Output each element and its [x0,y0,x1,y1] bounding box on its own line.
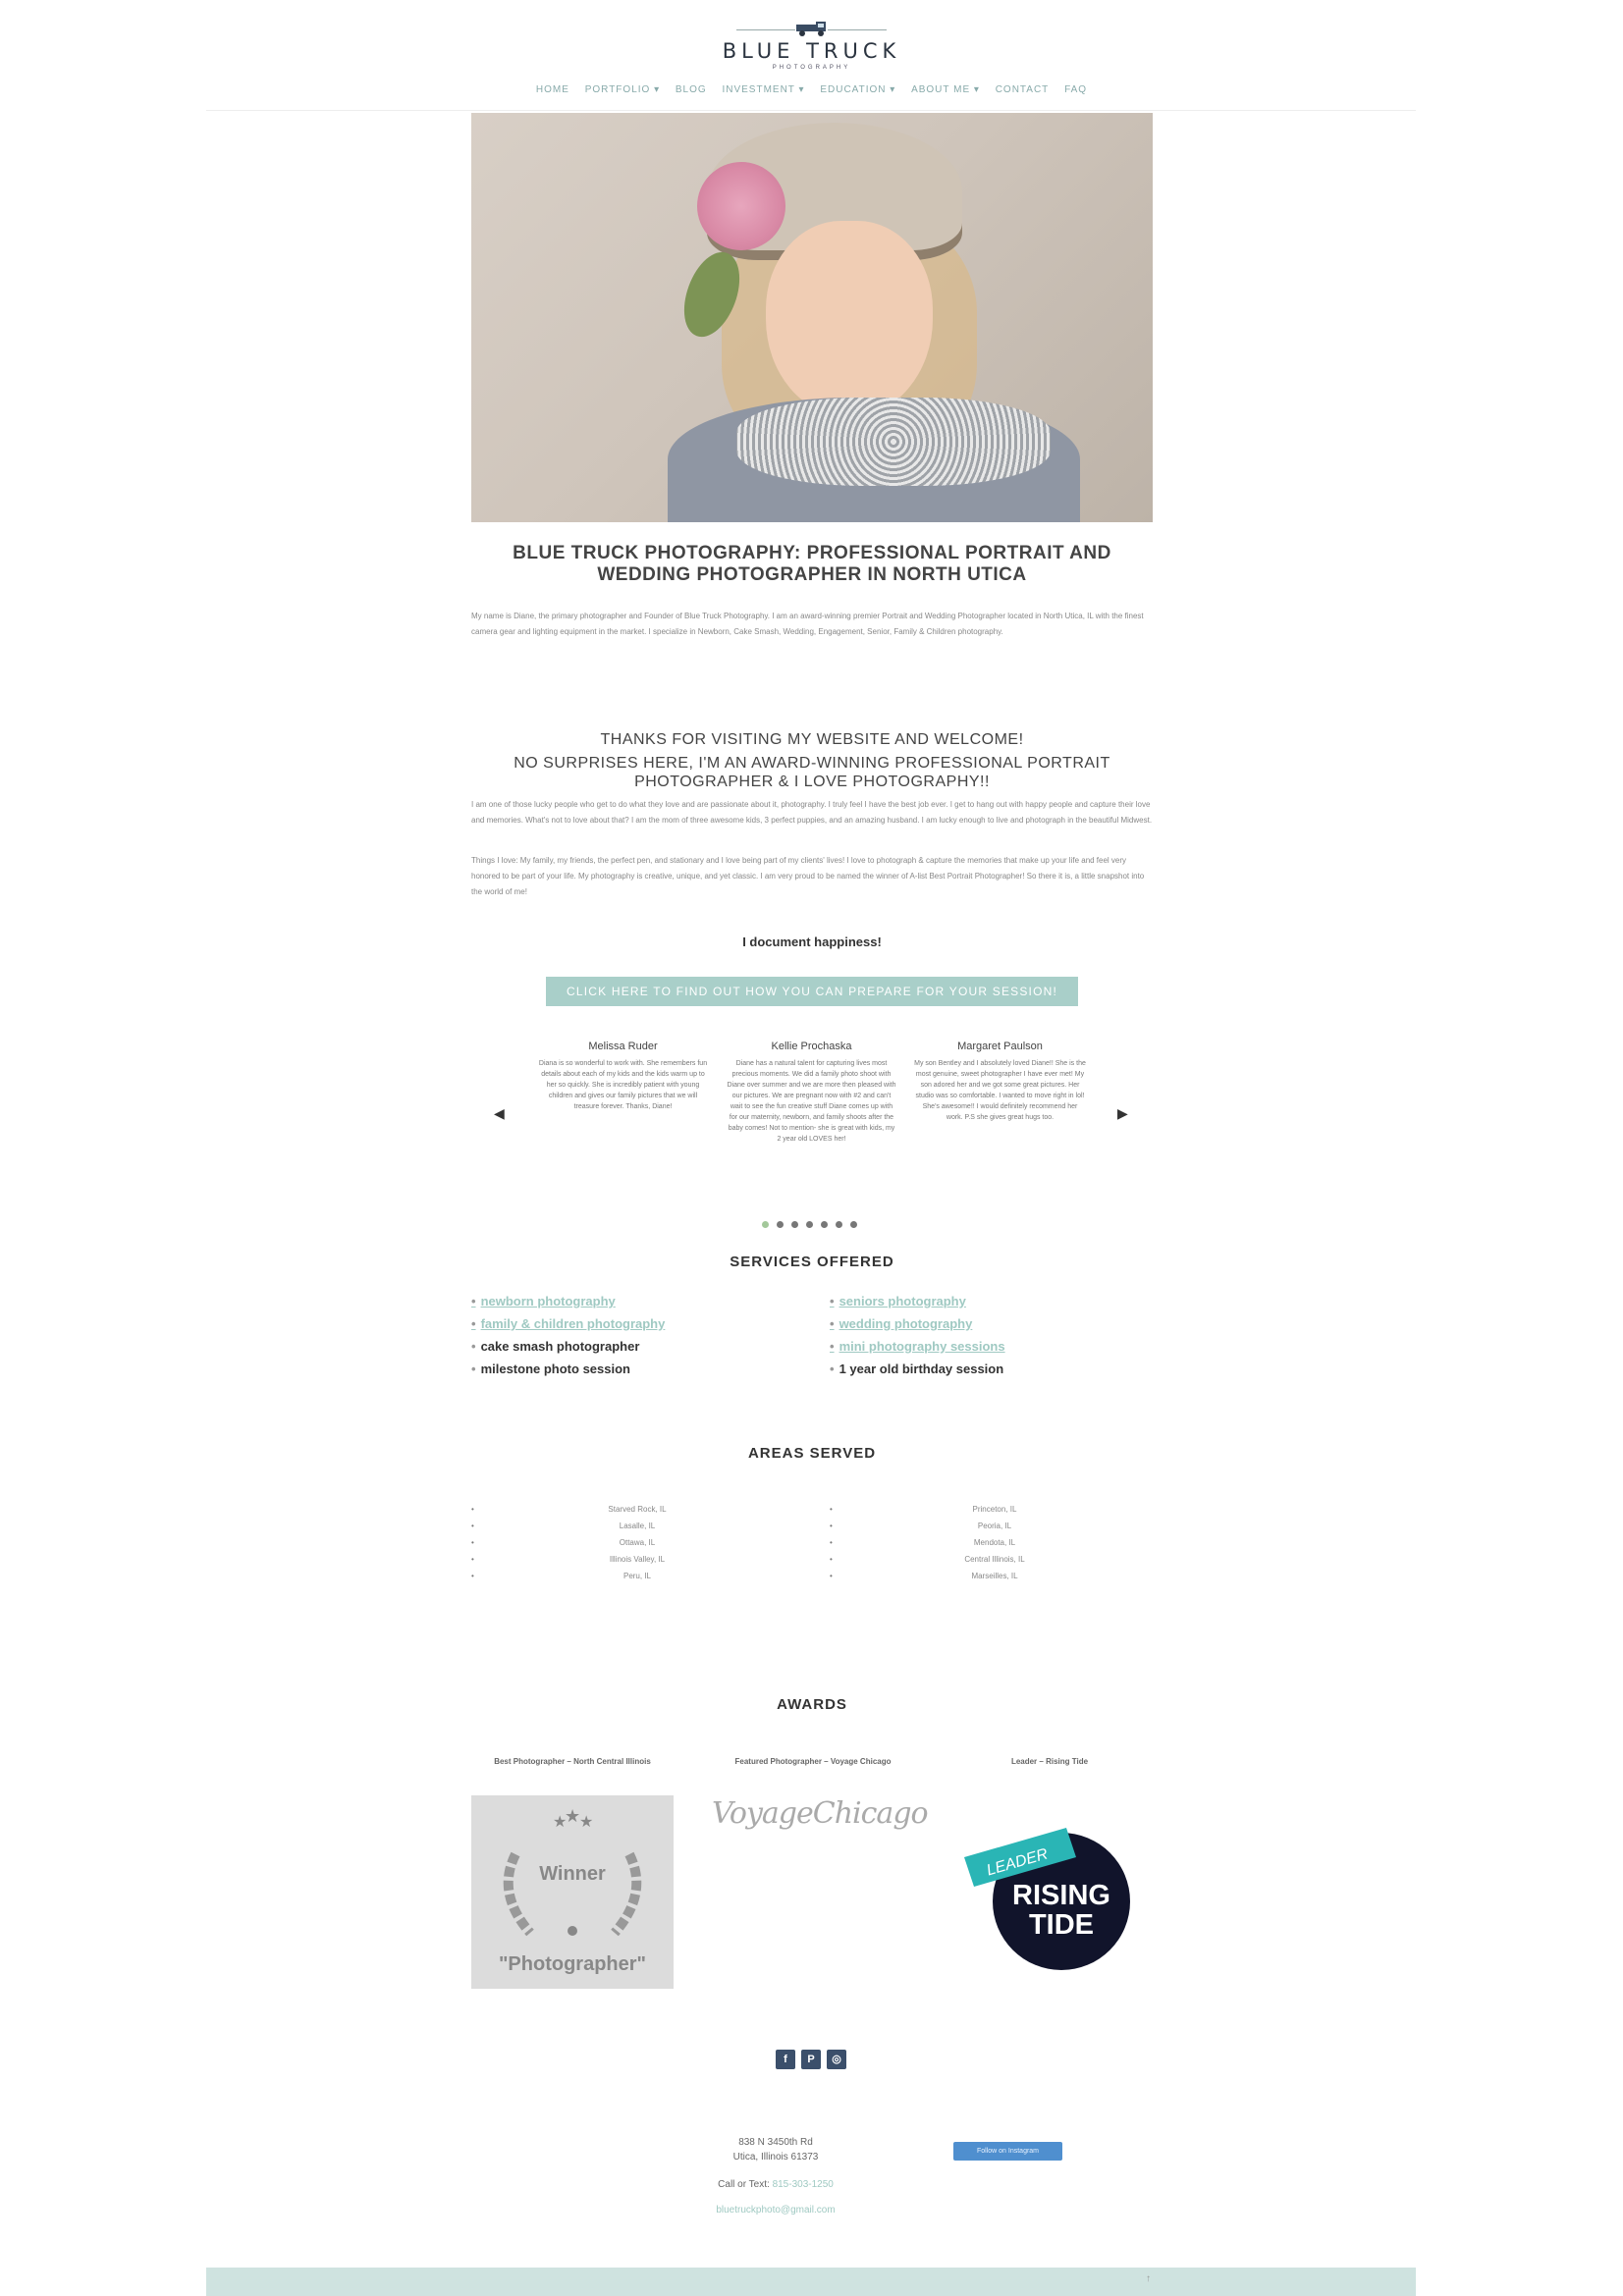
bullet: • [830,1538,833,1547]
prepare-session-button[interactable]: CLICK HERE TO FIND OUT HOW YOU CAN PREPARE FOR YOUR SESSION! [546,977,1078,1006]
bullet: • [471,1555,474,1564]
bullet: • [830,1294,835,1308]
svg-text:★: ★ [579,1814,594,1831]
service-item [830,1362,1003,1376]
welcome-paragraph-1: I am one of those lucky people who get to do what they love and are passionate about it, photography. I truly feel I have the best job ever. I get to hang out with happy people and capture their love and memories. What's not to love about that? I am the mom of three awesome kids, 3 perfect puppies, and an amazing husband. I am lucky enough to live and photograph in the beautiful Midwest. [471,800,1153,825]
testimonial-body: Diane has a natural talent for capturing lives most precious moments. We did a family photo shoot with Diane over summer and we are more then pleased with our pictures. We are pregnant now with #2 and can't wait to see the fun creative stuff Diane comes up with for our maternity, newborn, and family shoots after the baby comes! Not to mention- she is great with kids, my 2 year old LOVES her! [727,1060,896,1143]
nav-investment[interactable]: INVESTMENT ▾ [722,84,805,95]
services-title: SERVICES OFFERED [730,1254,894,1270]
truck-icon [792,20,832,37]
svg-text:★: ★ [553,1814,568,1831]
awards-title: AWARDS [777,1696,847,1713]
logo-main-text: BLUE TRUCK [722,39,901,63]
back-to-top-icon[interactable]: ↑ [1146,2273,1151,2284]
page-title [471,543,1153,586]
address-line2: Utica, Illinois 61373 [732,2152,819,2163]
rising-tide-line2: TIDE [1028,1909,1095,1941]
voyage-chicago-logo: VoyageChicago [712,1796,928,1831]
bullet: • [830,1339,835,1354]
award-label: Leader – Rising Tide [1010,1757,1089,1766]
logo-rule-right [828,29,887,30]
bullet: • [471,1522,474,1530]
tagline: I document happiness! [742,934,882,949]
phone-link[interactable]: 815-303-1250 [772,2179,834,2190]
service-label: 1 year old birthday session [839,1362,1004,1376]
bullet: • [471,1339,476,1354]
logo-rule-left [736,29,795,30]
carousel-dot[interactable] [777,1221,784,1228]
page-title-line2: WEDDING PHOTOGRAPHER IN NORTH UTICA [597,564,1027,585]
area-item: Illinois Valley, IL [609,1555,666,1564]
carousel-dot[interactable] [806,1221,813,1228]
header-divider [206,110,1416,111]
carousel-dot[interactable] [762,1221,769,1228]
welcome-paragraph-2: Things I love: My family, my friends, the perfect pen, and stationary and I love being part of my clients' lives! I love to photograph & capture the memories that make up your life and feel very honored to be part of your life. My photography is creative, unique, and yet classic. I am very proud to be named the winner of A-list Best Portrait Photographer! So there it is, a little snapshot into the world of me! [471,856,1145,896]
site-logo[interactable] [0,20,1623,71]
email-link[interactable]: bluetruckphoto@gmail.com [716,2205,836,2216]
bullet: • [471,1316,476,1331]
bullet: • [471,1294,476,1308]
service-item[interactable] [830,1316,972,1331]
testimonial-card [726,1041,897,1145]
rising-tide-ribbon: LEADER [985,1845,1051,1880]
hero-photo [471,113,1153,522]
winner-badge [471,1795,674,1989]
nav-home[interactable]: HOME [535,84,569,95]
intro-paragraph: My name is Diane, the primary photographer and Founder of Blue Truck Photography. I am an award-winning premier Portrait and Wedding Photographer located in North Utica, IL with the finest camera gear and lighting equipment in the market. I specialize in Newborn, Cake Smash, Wedding, Engagement, Senior, Family & Children photography. [471,612,1144,636]
call-label: Call or Text: [718,2179,770,2190]
instagram-icon[interactable]: ◎ [827,2050,846,2069]
service-label: milestone photo session [480,1362,630,1376]
nav-about-me[interactable]: ABOUT ME ▾ [911,84,980,95]
service-item[interactable] [471,1316,665,1331]
hero-face [766,221,933,417]
bullet: • [830,1505,833,1514]
laurel-icon [471,1795,674,1989]
welcome-heading: THANKS FOR VISITING MY WEBSITE AND WELCOME! [600,731,1024,748]
service-item [471,1339,639,1354]
carousel-dot[interactable] [850,1221,857,1228]
bullet: • [830,1362,835,1376]
carousel-dot[interactable] [791,1221,798,1228]
area-item: Marseilles, IL [971,1572,1018,1580]
hero-collar [736,398,1051,486]
service-label[interactable]: seniors photography [839,1294,966,1308]
bullet: • [471,1505,474,1514]
testimonial-name: Melissa Ruder [588,1041,658,1052]
nav-education[interactable]: EDUCATION ▾ [820,84,896,95]
award-heading [471,754,1153,791]
award-label: Featured Photographer – Voyage Chicago [734,1757,892,1766]
area-item: Peru, IL [622,1572,651,1580]
carousel-next-icon[interactable]: ▶ [1117,1105,1128,1121]
pinterest-icon[interactable]: P [801,2050,821,2069]
award-heading-line1: NO SURPRISES HERE, I'M AN AWARD-WINNING PROFESSIONAL PORTRAIT [514,755,1110,772]
service-label[interactable]: wedding photography [839,1316,973,1331]
carousel-dot[interactable] [836,1221,842,1228]
testimonial-name: Kellie Prochaska [771,1041,852,1052]
carousel-prev-icon[interactable]: ◀ [494,1105,505,1121]
carousel-dot[interactable] [821,1221,828,1228]
testimonial-card [914,1041,1086,1123]
follow-instagram-button[interactable]: Follow on Instagram [953,2142,1062,2161]
bullet: • [830,1522,833,1530]
award-label: Best Photographer – North Central Illinois [494,1757,651,1766]
area-item: Central Illinois, IL [964,1555,1025,1564]
service-item[interactable] [830,1294,966,1308]
bullet: • [830,1572,833,1580]
testimonial-body: Diana is so wonderful to work with. She remembers fun details about each of my kids and the kids warm up to her so quickly. She is incredibly patient with young children and gives our family pictures that we will treasure forever. Thanks, Diane! [538,1060,708,1110]
bullet: • [830,1555,833,1564]
area-item: Ottawa, IL [619,1538,656,1547]
winner-badge-top: Winner [539,1863,606,1885]
nav-contact[interactable]: CONTACT [995,84,1050,95]
areas-title: AREAS SERVED [747,1445,877,1462]
area-item: Peoria, IL [977,1522,1012,1530]
address-line1: 838 N 3450th Rd [738,2137,813,2148]
testimonial-name: Margaret Paulson [957,1041,1043,1052]
logo-sub-text: PHOTOGRAPHY [772,65,851,71]
area-item: Princeton, IL [972,1505,1017,1514]
area-item: Starved Rock, IL [608,1505,667,1514]
testimonial-body: My son Bentley and I absolutely loved Diane!! She is the most genuine, sweet photographer I have ever met! My son adored her and we got some great pictures. Her studio was so comfortable. I wanted to move right in lol! She's awesome!! I would definitely recommend her work. P.S she gives great hugs too. [914,1060,1086,1121]
bullet: • [471,1538,474,1547]
area-item: Mendota, IL [973,1538,1016,1547]
contact-line [687,2179,864,2190]
area-item: Lasalle, IL [619,1522,656,1530]
bullet: • [471,1362,476,1376]
facebook-icon[interactable]: f [776,2050,795,2069]
carousel-dots [762,1221,862,1229]
svg-text:★: ★ [565,1806,581,1826]
page-title-line1: BLUE TRUCK PHOTOGRAPHY: PROFESSIONAL PORTRAIT AND [513,543,1111,563]
service-label[interactable]: mini photography sessions [839,1339,1005,1354]
service-item[interactable] [830,1339,1005,1354]
bullet: • [471,1572,474,1580]
service-label[interactable]: newborn photography [480,1294,616,1308]
footer-bar [206,2268,1416,2296]
winner-badge-bottom: "Photographer" [498,1953,647,1975]
bullet: • [830,1316,835,1331]
service-label: cake smash photographer [480,1339,640,1354]
service-item [471,1362,630,1376]
hero-flower [697,162,785,250]
nav-faq[interactable]: FAQ [1064,84,1088,95]
nav-blog[interactable]: BLOG [675,84,707,95]
rising-tide-badge [958,1808,1130,1970]
testimonial-card [537,1041,709,1112]
award-heading-line2: PHOTOGRAPHER & I LOVE PHOTOGRAPHY!! [634,774,990,790]
rising-tide-line1: RISING [1012,1880,1110,1911]
main-nav [0,84,1623,95]
nav-portfolio[interactable]: PORTFOLIO ▾ [584,84,661,95]
service-label[interactable]: family & children photography [480,1316,666,1331]
service-item[interactable] [471,1294,616,1308]
